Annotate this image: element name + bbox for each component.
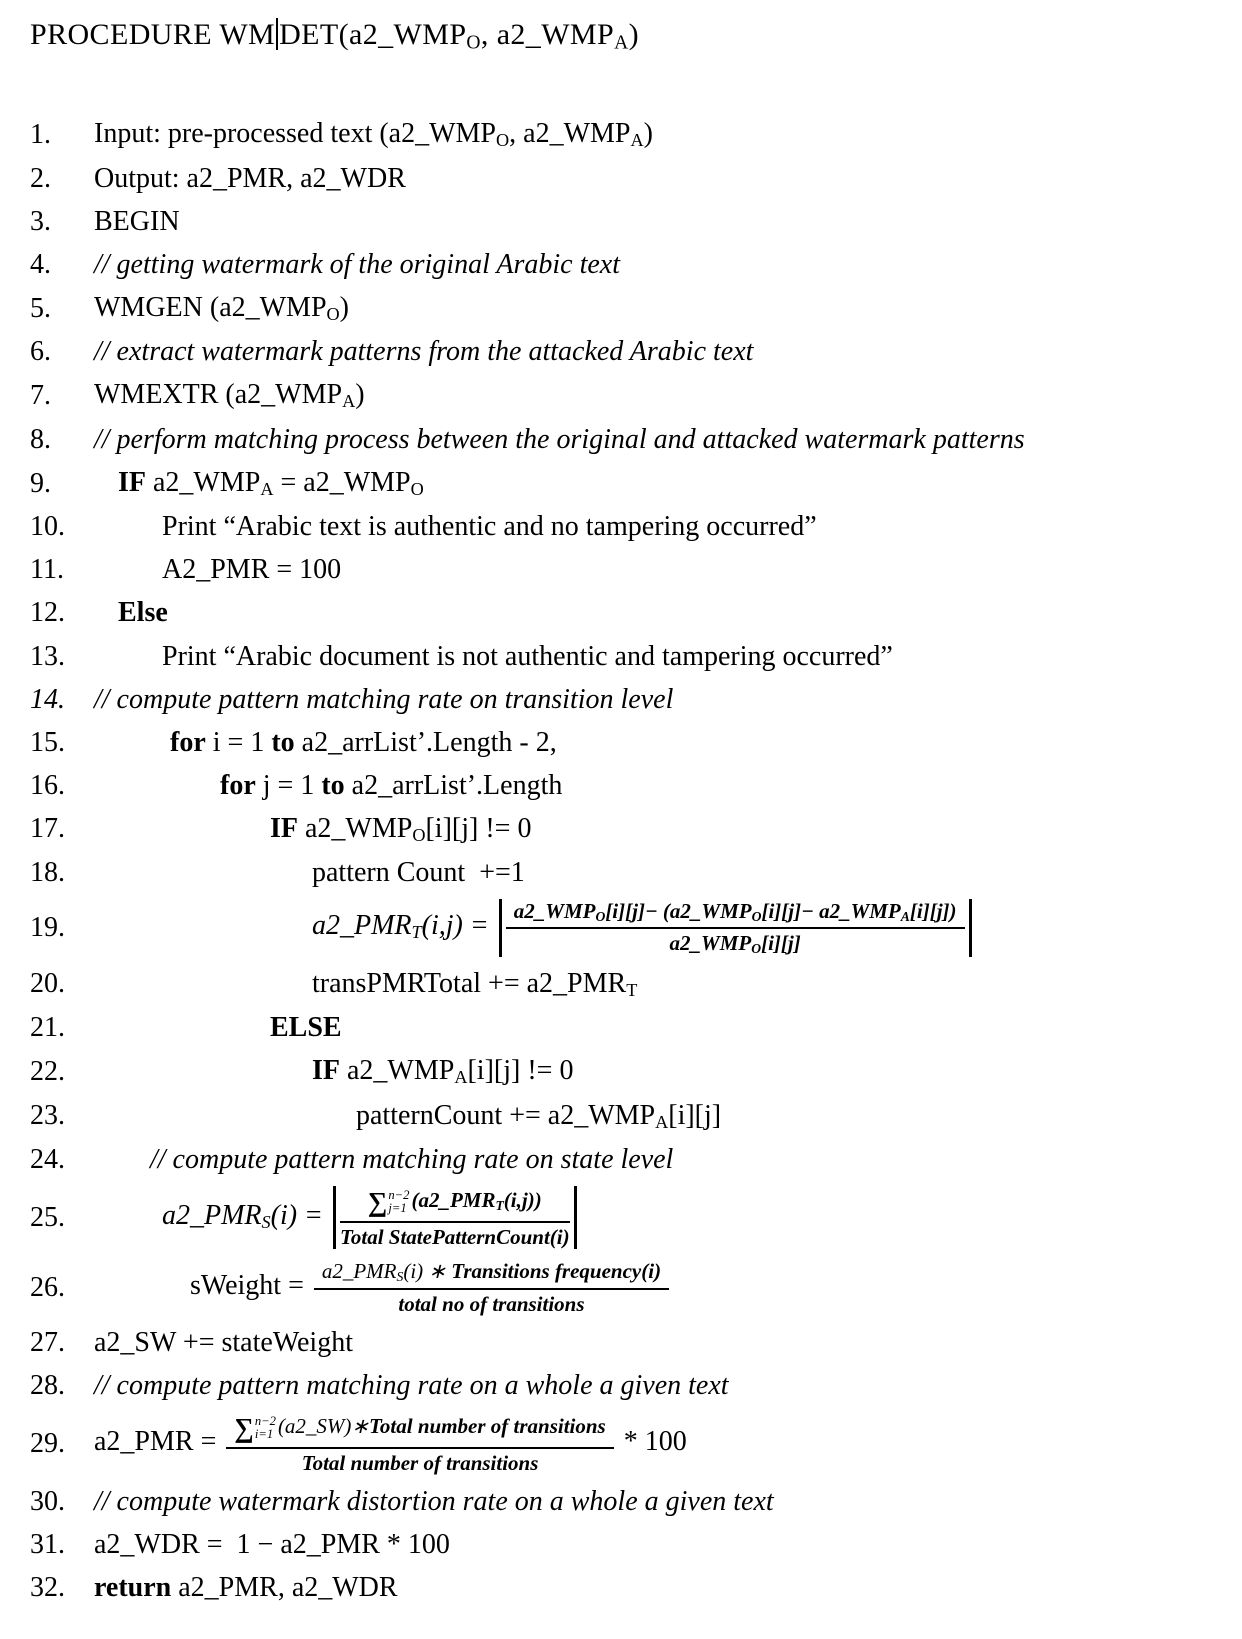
text-run: [i][j] != 0 [467,1055,574,1087]
line-content [94,1054,1224,1088]
line-content [94,899,1224,957]
text-run: a2_PMR [321,1259,397,1284]
summation-upper-limit: n−2 [254,1414,276,1429]
line-content [94,335,1224,368]
fraction [314,1259,669,1316]
line-number: 3. [30,205,51,237]
line-number: 21. [30,1012,65,1044]
line-content [94,162,1224,195]
code-line [30,373,1224,417]
text-run: S [396,1269,404,1285]
text-run: O [496,130,510,151]
line-number: 26. [30,1272,65,1304]
line-number: 18. [30,857,65,889]
text-run: Total number of transitions [369,1414,606,1439]
line-content [94,1326,1224,1359]
code-line [30,461,1224,505]
code-line [30,1480,1224,1523]
text-run: i = 1 [205,726,272,758]
line-number: 5. [30,292,51,324]
text-run: A [630,130,644,151]
text-run: IF [312,1055,340,1087]
text-run: [i][j]− (a2_WMP [605,899,752,924]
line-number: 19. [30,912,65,944]
text-run: patternCount += a2_WMP [356,1099,656,1131]
summation-upper-limit: n−2 [388,1188,410,1203]
text-run: ) [643,118,653,150]
line-content [94,117,1224,151]
line-number: 1. [30,119,51,151]
text-run: j = 1 [255,769,322,801]
fraction [226,1412,613,1475]
text-run: ELSE [270,1012,342,1044]
line-content [94,510,1224,543]
text-run: WMEXTR (a2_WMP [94,379,343,411]
text-run: O [410,478,424,499]
text-run: A [655,1111,669,1132]
text-run: (a2_SW)∗ [277,1414,370,1439]
text-run: S [261,1212,271,1233]
text-run: PROCEDURE WM [30,18,276,52]
text-run: A [900,909,910,925]
line-content [94,291,1224,325]
code-line [30,635,1224,678]
text-run: a2_WMP [669,931,752,956]
line-number: 20. [30,968,65,1000]
line-content [94,1099,1224,1133]
text-run: A [342,391,356,412]
line-number: 23. [30,1100,65,1132]
code-line [30,1407,1224,1480]
text-run: ) [628,18,639,52]
line-number: 4. [30,248,51,280]
text-run: O [466,32,481,54]
text-run: T [411,922,422,943]
line-number: 16. [30,769,65,801]
line-content [94,1571,1224,1604]
code-line [30,678,1224,721]
code-line [30,1138,1224,1181]
code-line [30,200,1224,243]
code-line [30,1566,1224,1609]
line-content [94,967,1224,1001]
text-run: O [751,941,762,957]
procedure-title [30,18,1224,54]
text-run: O [595,909,606,925]
text-run: [i][j] [668,1099,722,1131]
code-line [30,807,1224,851]
line-number: 9. [30,467,51,499]
line-content [94,769,1224,802]
text-run: A2_PMR = 100 [162,554,342,586]
line-number: 6. [30,336,51,368]
text-run: // compute pattern matching rate on a whole a given text [94,1370,729,1402]
text-run: a2_arrList’.Length - 2, [294,726,557,758]
text-run: * 100 [616,1426,687,1458]
summation-limits [388,1189,409,1215]
code-line [30,1364,1224,1407]
line-content [94,1186,1224,1249]
code-line [30,962,1224,1006]
fraction-numerator [226,1412,613,1449]
line-content [94,466,1224,500]
line-number: 28. [30,1370,65,1402]
sigma-symbol: ∑ [234,1413,254,1444]
summation-lower-limit: j=1 [388,1201,407,1216]
text-run: (i) = [270,1200,330,1232]
text-run: // compute pattern matching rate on state level [150,1144,674,1176]
text-run: a2_PMR = [94,1426,224,1458]
code-line [30,548,1224,591]
line-number: 12. [30,597,65,629]
line-content [94,812,1224,846]
text-run: T [495,1198,504,1214]
code-line [30,591,1224,634]
fraction-denominator [506,929,965,956]
line-number: 22. [30,1055,65,1087]
sigma-symbol: ∑ [367,1187,388,1218]
text-run: WMGEN (a2_WMP [94,291,327,323]
code-line [30,243,1224,286]
text-run: (i,j) = [421,910,496,942]
line-number: 32. [30,1572,65,1604]
line-content [94,1259,1224,1316]
line-number: 24. [30,1144,65,1176]
line-number: 25. [30,1202,65,1234]
text-cursor [276,18,278,50]
text-run: // compute pattern matching rate on transition level [94,683,674,715]
line-number: 31. [30,1529,65,1561]
line-number: 10. [30,511,65,543]
line-content [94,248,1224,281]
line-number: 15. [30,726,65,758]
fraction-numerator [506,899,965,929]
summation [234,1413,278,1444]
line-content [94,640,1224,673]
pseudocode-body [30,112,1224,1609]
summation-lower-limit: i=1 [254,1427,274,1442]
text-run: // perform matching process between the original and attacked watermark patterns [94,423,1025,455]
text-run: Input: pre-processed text (a2_WMP [94,118,496,150]
text-run: for [220,769,256,801]
fraction-denominator [314,1290,669,1317]
text-run: for [170,726,206,758]
text-run: to [271,726,295,758]
text-run: a2_WMP [146,466,261,498]
text-run: ) [355,379,365,411]
line-content [94,1412,1224,1475]
fraction-denominator [226,1449,613,1476]
line-content [94,1011,1224,1044]
text-run: IF [118,466,146,498]
summation-limits [255,1415,276,1441]
fraction [333,1186,577,1249]
text-run: return [94,1572,172,1604]
line-number: 27. [30,1327,65,1359]
code-line [30,764,1224,807]
text-run: T [626,979,638,1000]
line-number: 29. [30,1428,65,1460]
text-run: , a2_WMP [509,118,631,150]
line-number: 2. [30,162,51,194]
code-line [30,1321,1224,1364]
text-run: sWeight = [190,1270,311,1302]
text-run: A [614,32,629,54]
text-run: a2_PMR, a2_WDR [171,1572,398,1604]
line-content [94,1143,1224,1176]
code-line [30,1094,1224,1138]
fraction-denominator [340,1223,570,1250]
line-number: 8. [30,423,51,455]
text-run: a2_PMR [312,910,412,942]
line-number: 14. [30,683,65,715]
code-line [30,330,1224,373]
text-run: to [321,769,345,801]
text-run: IF [270,812,298,844]
line-content [94,1528,1224,1561]
text-run: a2_SW += stateWeight [94,1327,353,1359]
text-run: = a2_WMP [273,466,411,498]
text-run: transPMRTotal += a2_PMR [312,967,627,999]
text-run: DET(a2_WMP [279,18,467,52]
fraction [499,899,972,957]
line-content [94,726,1224,759]
fraction-numerator [340,1186,570,1223]
text-run: a2_WMP [298,812,413,844]
line-content [94,205,1224,238]
text-run: [i][j]− a2_WMP [761,899,901,924]
line-content [94,553,1224,586]
text-run: A [454,1067,468,1088]
line-number: 11. [30,554,64,586]
code-line [30,112,1224,156]
code-line [30,721,1224,764]
line-number: 17. [30,813,65,845]
code-line [30,1523,1224,1566]
line-content [94,596,1224,629]
text-run: O [412,824,426,845]
line-content [94,1485,1224,1518]
code-line [30,894,1224,962]
code-line [30,1181,1224,1254]
line-content [94,423,1224,456]
text-run: BEGIN [94,205,180,237]
text-run: ) [339,291,349,323]
code-line [30,505,1224,548]
fraction-numerator [314,1259,669,1289]
text-run: Total StatePatternCount(i) [339,1224,570,1249]
text-run: a2_WDR = 1 − a2_PMR * 100 [94,1529,450,1561]
text-run: a2_PMR [162,1200,262,1232]
line-content [94,683,1224,716]
text-run: Print “Arabic document is not authentic and tampering occurred” [162,640,893,672]
text-run: [i][j] != 0 [425,812,532,844]
text-run: Output: a2_PMR, a2_WDR [94,162,406,194]
text-run: [i][j]) [909,899,957,924]
text-run: pattern Count +=1 [312,857,525,889]
line-number: 13. [30,640,65,672]
text-run: , a2_WMP [480,18,615,52]
text-run: [i][j] [761,931,801,956]
text-run: Transitions frequency(i) [451,1259,662,1284]
text-run: Total number of transitions [301,1450,539,1475]
line-content [94,1369,1224,1402]
text-run: (i,j)) [503,1188,542,1213]
text-run: // getting watermark of the original Arabic text [94,248,620,280]
text-run: A [260,478,274,499]
text-run: total no of transitions [398,1291,585,1316]
line-number: 30. [30,1486,65,1518]
text-run: a2_arrList’.Length [344,769,563,801]
text-run: a2_WMP [513,899,596,924]
text-run: (a2_PMR [411,1188,496,1213]
code-line [30,851,1224,894]
text-run: a2_WMP [340,1055,455,1087]
code-line [30,1049,1224,1093]
text-run: Else [118,597,168,629]
line-number: 7. [30,380,51,412]
code-line [30,157,1224,200]
text-run: // extract watermark patterns from the attacked Arabic text [94,336,754,368]
summation [368,1187,412,1218]
code-line [30,1006,1224,1049]
line-content [94,378,1224,412]
text-run: O [751,909,762,925]
code-line [30,1254,1224,1321]
line-content [94,856,1224,889]
text-run: O [326,303,340,324]
text-run: Print “Arabic text is authentic and no tampering occurred” [162,511,817,543]
code-line [30,286,1224,330]
code-line [30,418,1224,461]
text-run: (i) ∗ [403,1259,452,1284]
text-run: // compute watermark distortion rate on a whole a given text [94,1486,774,1518]
